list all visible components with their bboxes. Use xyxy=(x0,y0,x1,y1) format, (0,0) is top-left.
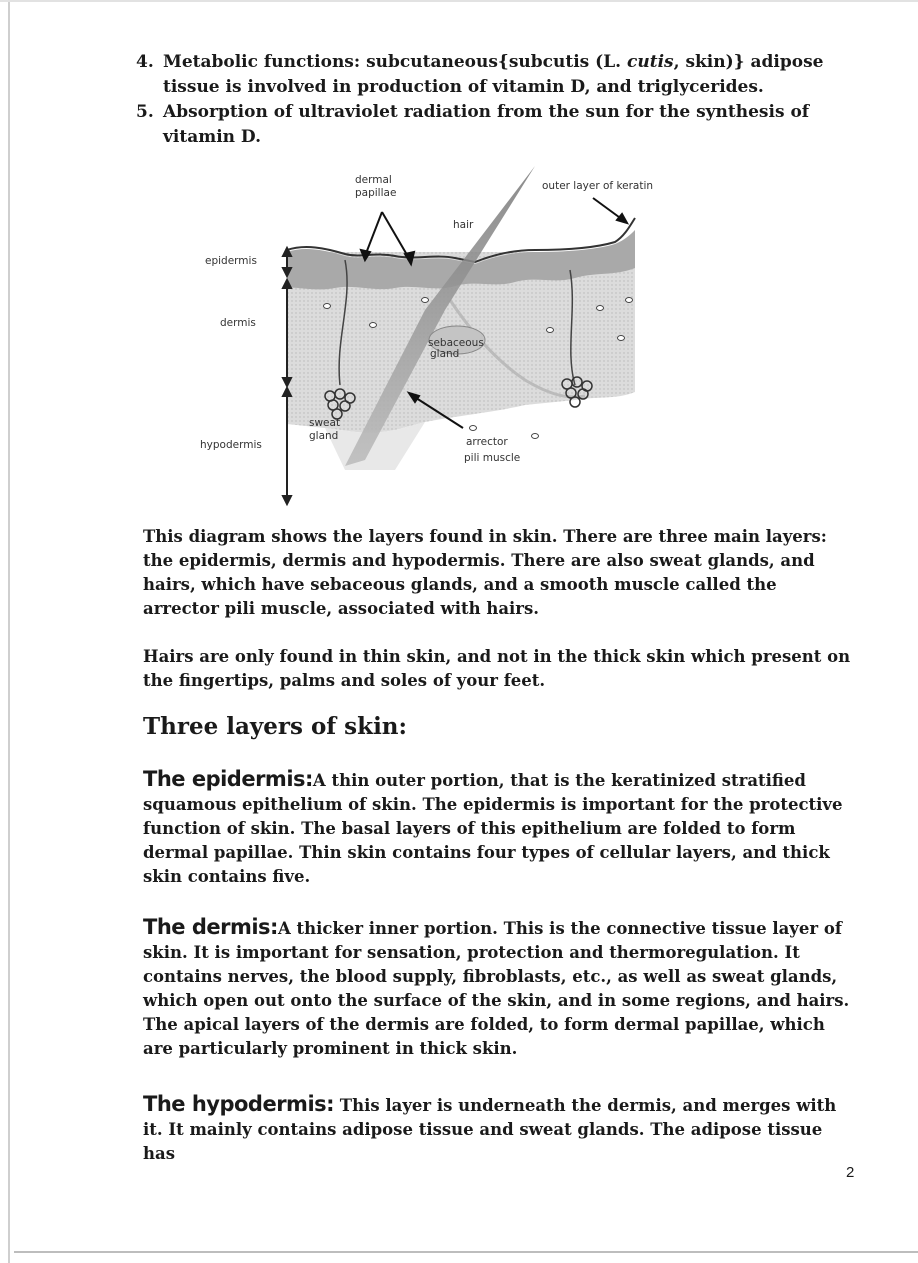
label-sebaceous-gland: gland xyxy=(430,348,460,360)
item4-text-before: Metabolic functions: subcutaneous{subcutis (L. xyxy=(163,52,628,72)
epidermis-paragraph xyxy=(143,767,858,889)
dermis-term: The dermis: xyxy=(143,915,278,939)
label-hair: hair xyxy=(453,219,474,231)
list-item-4: 4. Metabolic functions: subcutaneous{subcutis (L. cutis, skin)} adipose tissue is involved in production of vitamin D, and triglycerides. xyxy=(136,52,824,97)
label-dermis: dermis xyxy=(220,317,256,329)
label-sebaceous: sebaceous xyxy=(428,337,484,349)
label-hypodermis: hypodermis xyxy=(200,439,262,451)
epidermis-term: The epidermis: xyxy=(143,767,313,791)
section-heading: Three layers of skin: xyxy=(143,713,408,740)
page-number: 2 xyxy=(846,1164,855,1181)
hairs-paragraph: Hairs are only found in thin skin, and not in the thick skin which present on the fingertips, palms and soles of your feet. xyxy=(143,647,851,690)
page-edge-top xyxy=(0,0,918,2)
label-epidermis: epidermis xyxy=(205,255,257,267)
label-papillae: papillae xyxy=(355,187,397,199)
diagram-description: This diagram shows the layers found in skin. There are three main layers: the epidermis, dermis and hypodermis. There are also sweat glands, and hairs, which have sebaceous glands, and a smooth muscle called the arrector pili muscle, associated with hairs. xyxy=(143,527,827,618)
label-sweat-gland: gland xyxy=(309,430,339,442)
function-list xyxy=(136,50,856,150)
dermis-paragraph xyxy=(143,915,858,1061)
label-dermal: dermal xyxy=(355,174,392,186)
dermis-body: A thicker inner portion. This is the connective tissue layer of skin. It is important for sensation, protection and thermoregulation. It contains nerves, the blood supply, fibroblasts, etc., as well as sweat glands, which open out onto the surface of the skin, and in some regions, and hairs. The apical layers of the dermis are folded, to form dermal papillae, which are particularly prominent in thick skin. xyxy=(143,919,850,1058)
page-edge-bottom xyxy=(14,1251,918,1253)
skin-layers-diagram xyxy=(195,160,715,510)
epidermis-body: A thin outer portion, that is the keratinized stratified squamous epithelium of skin. The epidermis is important for the protective function of skin. The basal layers of this epithelium are folded to form dermal papillae. Thin skin contains four types of cellular layers, and thick skin contains five. xyxy=(143,771,843,886)
item5-text: Absorption of ultraviolet radiation from the sun for the synthesis of vitamin D. xyxy=(163,102,810,147)
hypodermis-term: The hypodermis: xyxy=(143,1092,335,1116)
item4-italic: cutis xyxy=(627,52,674,72)
label-arrector: arrector xyxy=(466,436,508,448)
hypodermis-paragraph xyxy=(143,1092,858,1166)
label-outer-layer: outer layer of keratin xyxy=(542,180,654,192)
label-sweat: sweat xyxy=(309,417,341,429)
list-item-5: 5. Absorption of ultraviolet radiation from the sun for the synthesis of vitamin D. xyxy=(136,102,810,147)
hypodermis-body: This layer is underneath the dermis, and merges with it. It mainly contains adipose tissue and sweat glands. The adipose tissue has xyxy=(143,1096,837,1163)
item4-text-after: , skin)} adipose tissue is involved in production of vitamin D, and triglycerides. xyxy=(163,52,824,97)
label-pili-muscle: pili muscle xyxy=(464,452,521,464)
page-edge xyxy=(8,0,10,1263)
